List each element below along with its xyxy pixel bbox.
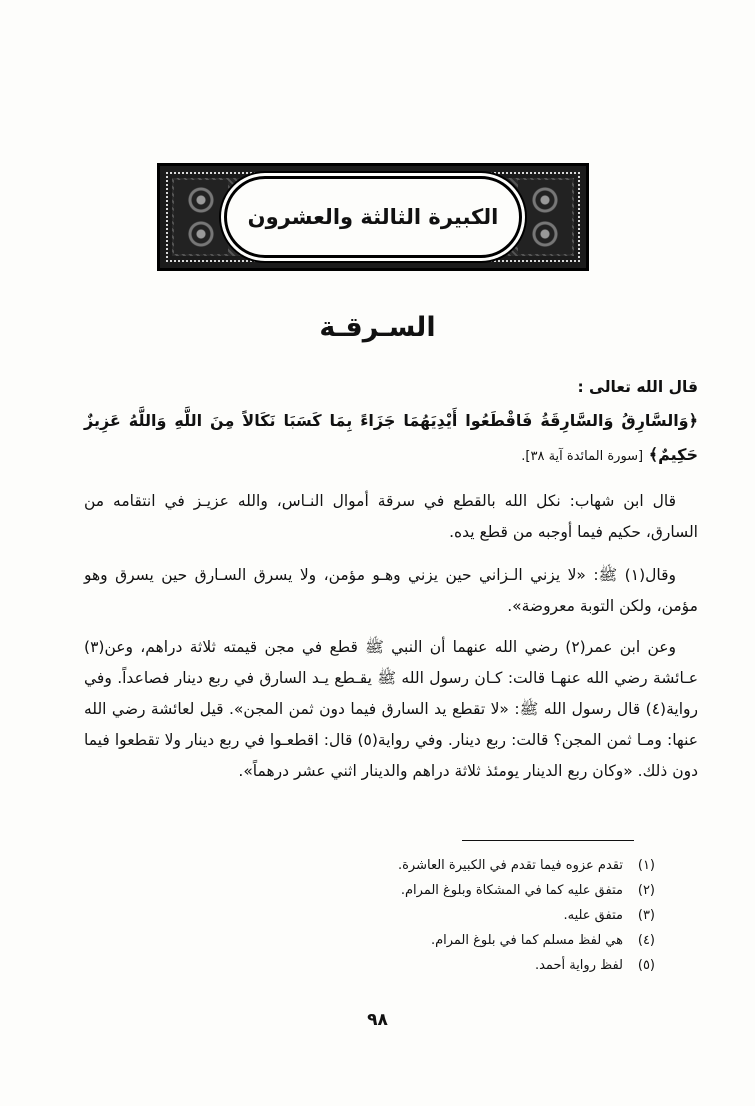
paragraph-text: وعن ابن عمر(٢) رضي الله عنهما أن النبي ﷺ قطع في مجن قيمته ثلاثة دراهم، وعن(٣) عـائشة رضي الله عنهـا قالت: كـان رسول الله ﷺ يقـطع يـد السارق في ربع دينار فصاعداً. وفي رواية(٤) قال رسول الله ﷺ: «لا تقطع يد السارق فيما دون ثمن المجن». قيل لعائشة رضي الله عنها: ومـا ثمن المجن؟ قالت: ربع دينار. وفي رواية(٥) قال: اقطعـوا في ربع دينار ولا تقطعوا فيما دون ذلك. «وكان ربع الدينار يومئذ ثلاثة دراهم والدينار اثني عشر درهماً».: [84, 638, 698, 780]
arabesque-ornament-icon: [518, 214, 572, 254]
chapter-title-frame: [157, 163, 589, 271]
footnote-item: [300, 928, 655, 953]
footnote-number: (١): [637, 858, 655, 873]
footnote-text: متفق عليه كما في المشكاة وبلوغ المرام.: [400, 883, 623, 898]
intro-text: قال الله تعالى :: [577, 378, 698, 396]
footnote-divider: [462, 840, 634, 841]
verse-reference: [سورة المائدة آية ٣٨].: [521, 449, 644, 464]
paragraph-hadith: [84, 560, 698, 622]
footnote-text: تقدم عزوه فيما تقدم في الكبيرة العاشرة.: [397, 858, 623, 873]
footnote-item: [300, 878, 655, 903]
footnote-item: [300, 853, 655, 878]
quran-verse: [84, 404, 698, 474]
chapter-title: الكبيرة الثالثة والعشرون: [247, 205, 499, 229]
paragraph-ibn-shihab: [84, 486, 698, 548]
footnote-number: (٥): [637, 958, 655, 973]
paragraph-text: وقال(١) ﷺ: «لا يزني الـزاني حين يزني وهـو مؤمن، ولا يسرق السـارق حين يسرق وهو مؤمن، ولكن التوبة معروضة».: [84, 566, 698, 615]
paragraph-text: قال ابن شهاب: نكل الله بالقطع في سرقة أموال النـاس، والله عزيـز في انتقامه من السارق، حكيم فيما أوجبه من قطع يده.: [84, 492, 698, 541]
footnote-item: [300, 953, 655, 978]
verse-paragraph: [84, 404, 698, 474]
title-cartouche: [224, 176, 522, 258]
footnote-text: متفق عليه.: [563, 908, 623, 923]
intro-line: [84, 372, 698, 403]
footnote-item: [300, 903, 655, 928]
section-title: السـرقـة: [319, 312, 436, 343]
page-number: ٩٨: [367, 1010, 388, 1030]
verse-text: ﴿وَالسَّارِقُ وَالسَّارِقَةُ فَاقْطَعُوا أَيْدِيَهُمَا جَزَاءً بِمَا كَسَبَا نَكَالاً مِنَ اللَّهِ وَاللَّهُ عَزِيزٌ حَكِيمٌ﴾: [84, 411, 698, 464]
paragraph-narrations: [84, 632, 698, 787]
footnote-number: (٣): [637, 908, 655, 923]
footnotes-list: [300, 853, 655, 978]
footnote-text: هي لفظ مسلم كما في بلوغ المرام.: [430, 933, 623, 948]
footnote-text: لفظ رواية أحمد.: [534, 958, 623, 973]
footnote-number: (٤): [637, 933, 655, 948]
footnote-number: (٢): [637, 883, 655, 898]
arabesque-ornament-icon: [174, 214, 228, 254]
